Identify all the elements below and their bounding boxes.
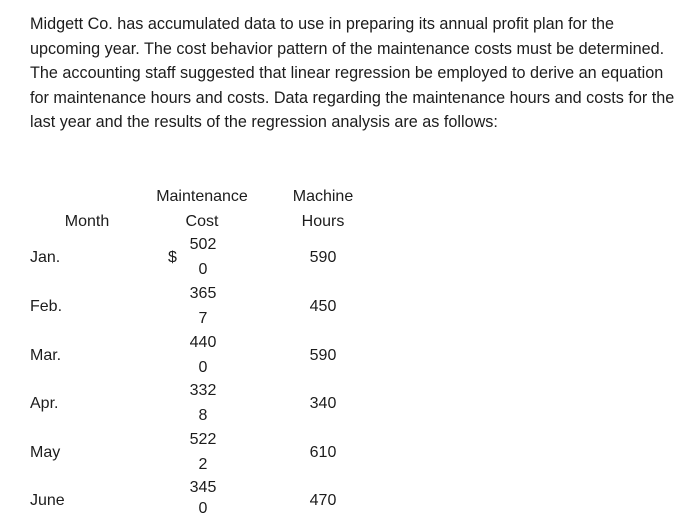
row-cost-last-digit: 8 <box>198 407 208 424</box>
row-hours: 340 <box>309 395 337 412</box>
header-cost: Cost <box>185 213 219 230</box>
header-month: Month <box>64 213 110 230</box>
row-month: Feb. <box>30 298 63 315</box>
row-cost-last-digit: 0 <box>198 359 208 376</box>
row-month: Apr. <box>30 395 59 412</box>
row-cost: 440 <box>189 334 217 351</box>
row-hours: 610 <box>309 444 337 461</box>
row-cost-last-digit: 2 <box>198 456 208 473</box>
row-cost-last-digit: 0 <box>198 500 208 517</box>
row-month: Jan. <box>30 249 61 266</box>
row-cost-last-digit: 7 <box>198 310 208 327</box>
row-cost: 332 <box>189 382 217 399</box>
row-hours: 450 <box>309 298 337 315</box>
row-hours: 470 <box>309 492 337 509</box>
row-hours: 590 <box>309 249 337 266</box>
row-hours: 590 <box>309 347 337 364</box>
row-cost: 502 <box>189 236 217 253</box>
header-hours: Hours <box>301 213 345 230</box>
row-month: May <box>30 444 61 461</box>
header-machine: Machine <box>292 188 354 205</box>
currency-symbol: $ <box>168 249 177 266</box>
row-cost: 522 <box>189 431 217 448</box>
row-cost-last-digit: 0 <box>198 261 208 278</box>
row-cost: 365 <box>189 285 217 302</box>
problem-statement: Midgett Co. has accumulated data to use in preparing its annual profit plan for the upcoming year. The cost behavior pattern of the maintenance costs must be determined. The accounting staff suggested that linear regression be employed to derive an equation for maintenance hours and costs. Data regarding the maintenance hours and costs for the last year and the results of the regression analysis are as follows: <box>30 15 675 132</box>
row-month: Mar. <box>30 347 62 364</box>
row-cost: 345 <box>189 479 217 496</box>
row-month: June <box>30 492 65 509</box>
header-maintenance: Maintenance <box>156 188 248 205</box>
